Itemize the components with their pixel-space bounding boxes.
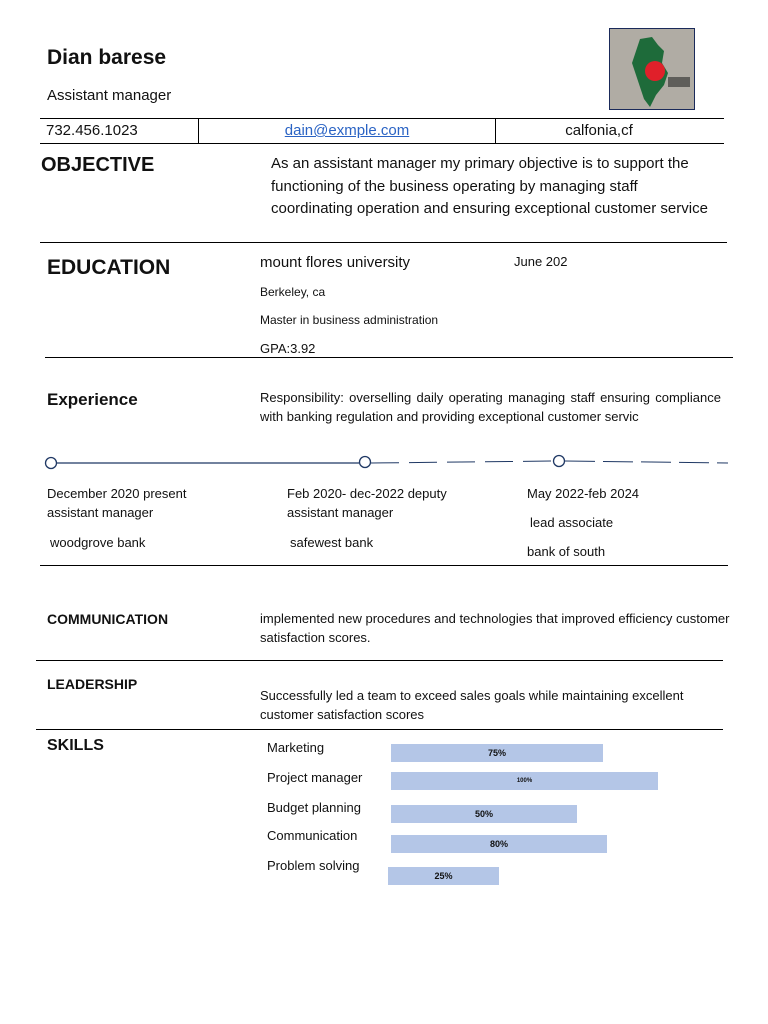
- contact-bar: [40, 118, 724, 144]
- education-location: Berkeley, ca: [260, 285, 326, 299]
- candidate-name: Dian barese: [47, 46, 167, 69]
- communication-heading: COMMUNICATION: [47, 611, 169, 627]
- divider: [40, 242, 727, 243]
- skills-heading: SKILLS: [47, 737, 104, 754]
- skill-bar: 25%: [388, 867, 499, 885]
- education-degree: Master in business administration: [260, 313, 439, 327]
- location: calfonia,cf: [565, 122, 633, 139]
- education-heading: EDUCATION: [47, 256, 171, 279]
- experience-heading: Experience: [47, 390, 138, 409]
- job-company: safewest bank: [290, 535, 374, 550]
- leadership-heading: LEADERSHIP: [47, 676, 138, 692]
- job-period-role: Feb 2020- dec-2022 deputy assistant manager: [287, 486, 447, 520]
- email-cell: [198, 119, 496, 143]
- education-date: June 202: [514, 254, 568, 269]
- job-title: Assistant manager: [47, 87, 172, 104]
- job-period-role: December 2020 present assistant manager: [47, 486, 187, 520]
- divider: [36, 660, 723, 661]
- education-gpa: GPA:3.92: [260, 341, 316, 356]
- job-period: May 2022-feb 2024: [527, 486, 640, 501]
- timeline-node: [360, 457, 371, 468]
- timeline-node: [46, 458, 57, 469]
- skill-name: Problem solving: [267, 858, 360, 873]
- skill-bar: 75%: [391, 744, 603, 762]
- timeline-node: [554, 456, 565, 467]
- education-school: mount flores university: [260, 254, 411, 271]
- profile-photo: [609, 28, 695, 110]
- skill-name: Communication: [267, 828, 358, 843]
- communication-text: implemented new procedures and technologies that improved efficiency customer satisfaction scores.: [260, 611, 730, 645]
- job-company: woodgrove bank: [50, 535, 146, 550]
- phone-number: 732.456.1023: [46, 122, 138, 139]
- skill-bar: 80%: [391, 835, 607, 853]
- job-company: bank of south: [527, 544, 606, 559]
- skill-name: Budget planning: [267, 800, 361, 815]
- job-role: lead associate: [530, 515, 614, 530]
- email-link[interactable]: dain@exmple.com: [284, 122, 410, 139]
- divider: [40, 565, 728, 566]
- skill-name: Marketing: [267, 740, 325, 755]
- objective-heading: OBJECTIVE: [41, 154, 155, 176]
- divider: [45, 357, 733, 358]
- skill-bar: 50%: [391, 805, 577, 823]
- leadership-text: Successfully led a team to exceed sales goals while maintaining excellent customer satisfaction scores: [260, 688, 684, 722]
- objective-text: As an assistant manager my primary objective is to support the functioning of the business operating by managing staff coordinating operation and ensuring exceptional customer service: [271, 155, 708, 217]
- skill-bar: 100%: [391, 772, 658, 790]
- experience-responsibility: Responsibility: overselling daily operating managing staff ensuring compliance with banking regulation and providing exceptional customer servic: [260, 390, 721, 424]
- experience-timeline: [44, 452, 728, 472]
- divider: [36, 729, 723, 730]
- skill-name: Project manager: [267, 770, 363, 785]
- flag-map-image: [610, 29, 695, 110]
